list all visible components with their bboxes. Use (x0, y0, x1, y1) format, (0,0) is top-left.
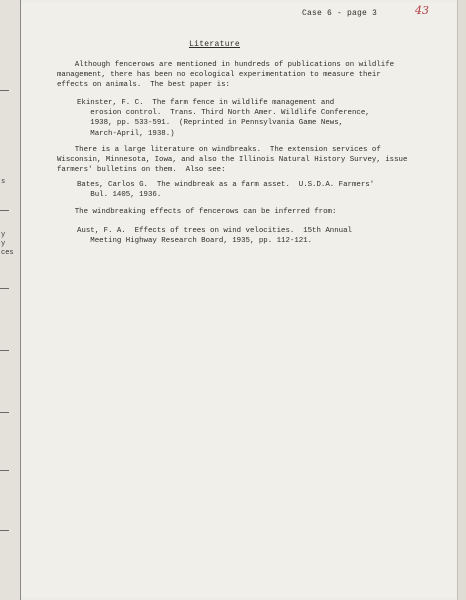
adjacent-page-edge (0, 0, 21, 600)
text-line: Although fencerows are mentioned in hundreds of publications on wildlife (57, 61, 395, 69)
intro-paragraph (57, 60, 394, 91)
document-page (21, 0, 466, 600)
citation-aust (77, 226, 352, 246)
margin-fragment: y (1, 240, 6, 248)
margin-fragment: y (1, 231, 6, 239)
citation-ekinster (77, 98, 370, 139)
text-line: farmers' bulletins on them. Also see: (57, 166, 226, 175)
strip-mark (0, 210, 9, 211)
text-line: Bates, Carlos G. The windbreak as a farm asset. U.S.D.A. Farmers' (77, 181, 375, 189)
strip-mark (0, 288, 9, 289)
text-line: There is a large literature on windbreaks. The extension services of (57, 146, 381, 154)
windbreak-paragraph (57, 145, 407, 176)
text-line: The windbreaking effects of fencerows can be inferred from: (57, 208, 337, 216)
strip-mark (0, 90, 9, 91)
case-page-reference: Case 6 - page 3 (302, 9, 378, 18)
text-line: Meeting Highway Research Board, 1935, pp. 112-121. (77, 237, 313, 246)
text-line: Ekinster, F. C. The farm fence in wildlife management and (77, 99, 335, 107)
margin-fragment: s (1, 178, 6, 186)
strip-mark (0, 350, 9, 351)
text-line: Aust, F. A. Effects of trees on wind velocities. 15th Annual (77, 227, 352, 235)
strip-mark (0, 412, 9, 413)
text-line: Wisconsin, Minnesota, Iowa, and also the Illinois Natural History Survey, issue (57, 156, 408, 165)
margin-fragment: ces (1, 249, 14, 257)
page-edge-shadow (457, 0, 466, 600)
section-heading: Literature (189, 40, 241, 49)
text-line: March-April, 1938.) (77, 129, 175, 138)
strip-mark (0, 470, 9, 471)
strip-mark (0, 530, 9, 531)
text-line: erosion control. Trans. Third North Amer. Wildlife Conference, (77, 109, 370, 118)
page-folio-number: 43 (415, 4, 429, 17)
text-line: Bul. 1405, 1936. (77, 191, 162, 200)
text-line: 1938, pp. 533-591. (Reprinted in Pennsylvania Game News, (77, 119, 344, 128)
text-line: effects on animals. The best paper is: (57, 81, 230, 90)
text-line: management, there has been no ecological experimentation to measure their (57, 71, 381, 80)
citation-bates (77, 180, 374, 200)
fencerow-paragraph (57, 207, 336, 217)
